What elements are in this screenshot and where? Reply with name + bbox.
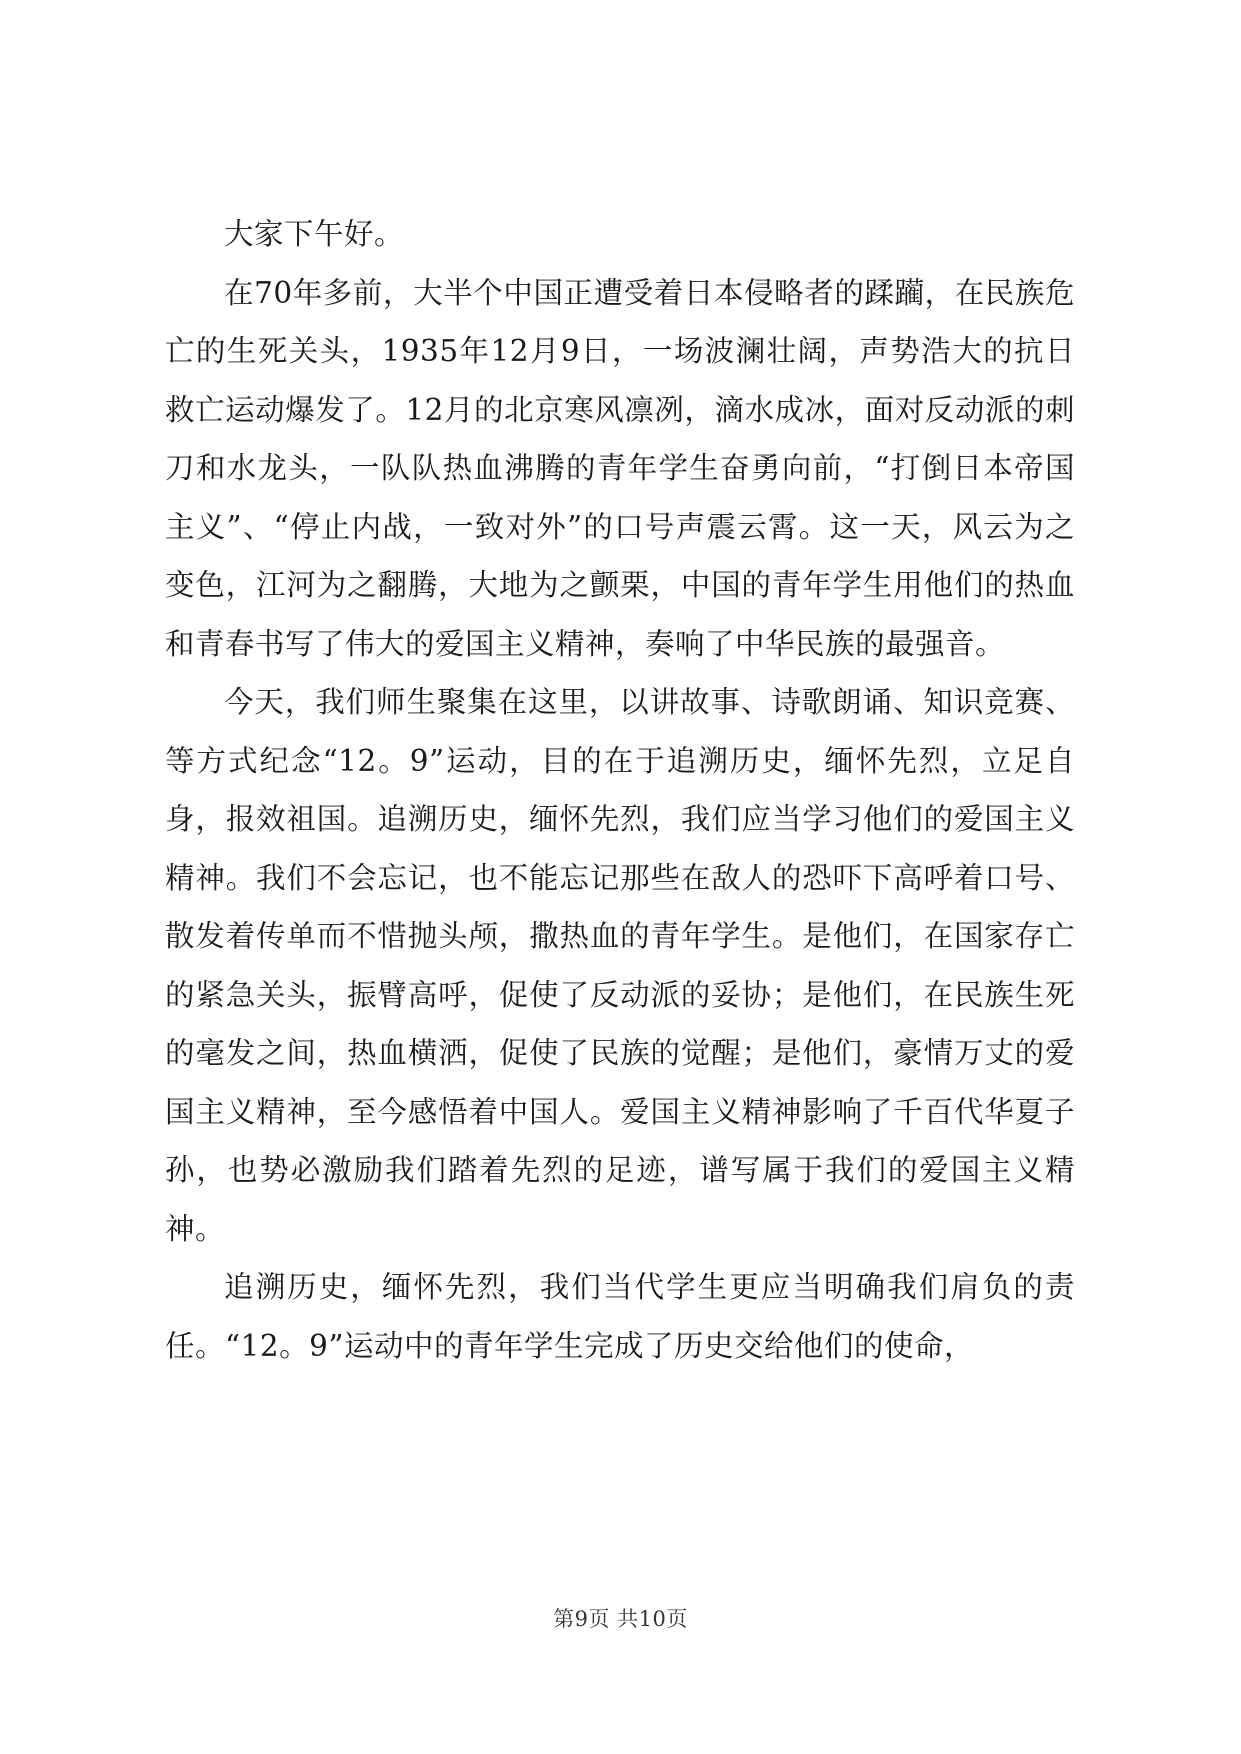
paragraph-commemoration: 今天，我们师生聚集在这里，以讲故事、诗歌朗诵、知识竞赛、等方式纪念“12。9”运动，目的在于追溯历史，缅怀先烈，立足自身，报效祖国。追溯历史，缅怀先烈，我们应当学习他们的爱国主义精神。我们不会忘记，也不能忘记那些在敌人的恐吓下高呼着口号、散发着传单而不惜抛头颅，撒热血的青年学生。是他们，在国家存亡的紧急关头，振臂高呼，促使了反动派的妥协；是他们，在民族生死的毫发之间，热血横洒，促使了民族的觉醒；是他们，豪情万丈的爱国主义精神，至今感悟着中国人。爱国主义精神影响了千百代华夏子孙，也势必激励我们踏着先烈的足迹，谱写属于我们的爱国主义精神。: [165, 685, 1075, 1246]
paragraph-responsibility: 追溯历史，缅怀先烈，我们当代学生更应当明确我们肩负的责任。“12。9”运动中的青年学生完成了历史交给他们的使命，: [165, 1270, 1075, 1363]
page-number-footer: 第9页 共10页: [553, 1607, 688, 1631]
paragraph-greeting: 大家下午好。: [224, 217, 405, 251]
paragraph-history: 在70年多前，大半个中国正遭受着日本侵略者的蹂躏，在民族危亡的生死关头，1935年12月9日，一场波澜壮阔，声势浩大的抗日救亡运动爆发了。12月的北京寒风凛冽，滴水成冰，面对反动派的刺刀和水龙头，一队队热血沸腾的青年学生奋勇向前，“打倒日本帝国主义”、“停止内战，一致对外”的口号声震云霄。这一天，风云为之变色，江河为之翻腾，大地为之颤栗，中国的青年学生用他们的热血和青春书写了伟大的爱国主义精神，奏响了中华民族的最强音。: [165, 275, 1075, 661]
document-body: [165, 205, 1075, 1375]
